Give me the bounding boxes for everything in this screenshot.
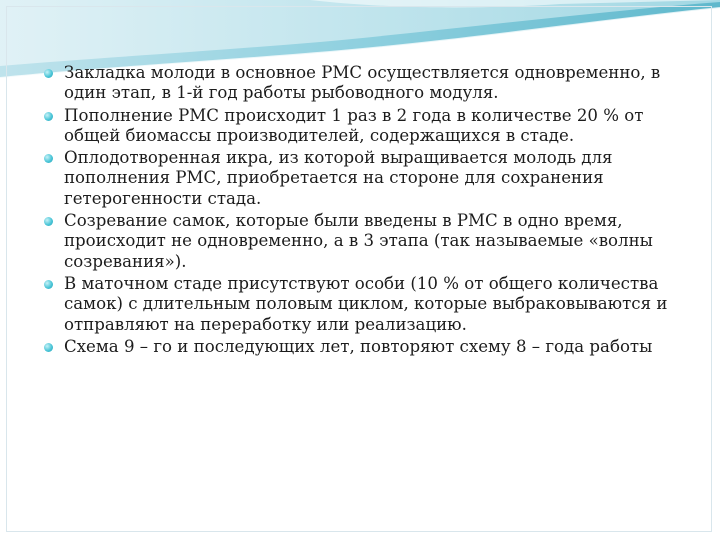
bullet-list xyxy=(44,63,674,359)
list-item xyxy=(44,274,674,335)
bullet-dot-icon xyxy=(44,154,53,163)
list-item xyxy=(44,63,674,104)
list-item xyxy=(44,337,674,357)
bullet-dot-icon xyxy=(44,217,53,226)
list-item xyxy=(44,211,674,272)
bullet-dot-icon xyxy=(44,69,53,78)
list-item-text: Закладка молоди в основное РМС осуществляется одновременно, в один этап, в 1-й год работы рыбоводного модуля. xyxy=(64,63,661,103)
list-item-text: Созревание самок, которые были введены в РМС в одно время, происходит не одновременно, а в 3 этапа (так называемые «волны созревания»). xyxy=(64,211,653,271)
list-item xyxy=(44,106,674,147)
bullet-dot-icon xyxy=(44,343,53,352)
list-item-text: Оплодотворенная икра, из которой выращивается молодь для пополнения РМС, приобретается на стороне для сохранения гетерогенности стада. xyxy=(64,148,613,208)
list-item-text: Пополнение РМС происходит 1 раз в 2 года в количестве 20 % от общей биомассы производителей, содержащихся в стаде. xyxy=(64,105,644,145)
list-item-text: Схема 9 – го и последующих лет, повторяют схему 8 – года работы xyxy=(64,336,653,356)
list-item xyxy=(44,148,674,209)
bullet-dot-icon xyxy=(44,112,53,121)
bullet-dot-icon xyxy=(44,280,53,289)
list-item-text: В маточном стаде присутствуют особи (10 % от общего количества самок) с длительным половым циклом, которые выбраковываются и отправляют на переработку или реализацию. xyxy=(64,273,668,334)
